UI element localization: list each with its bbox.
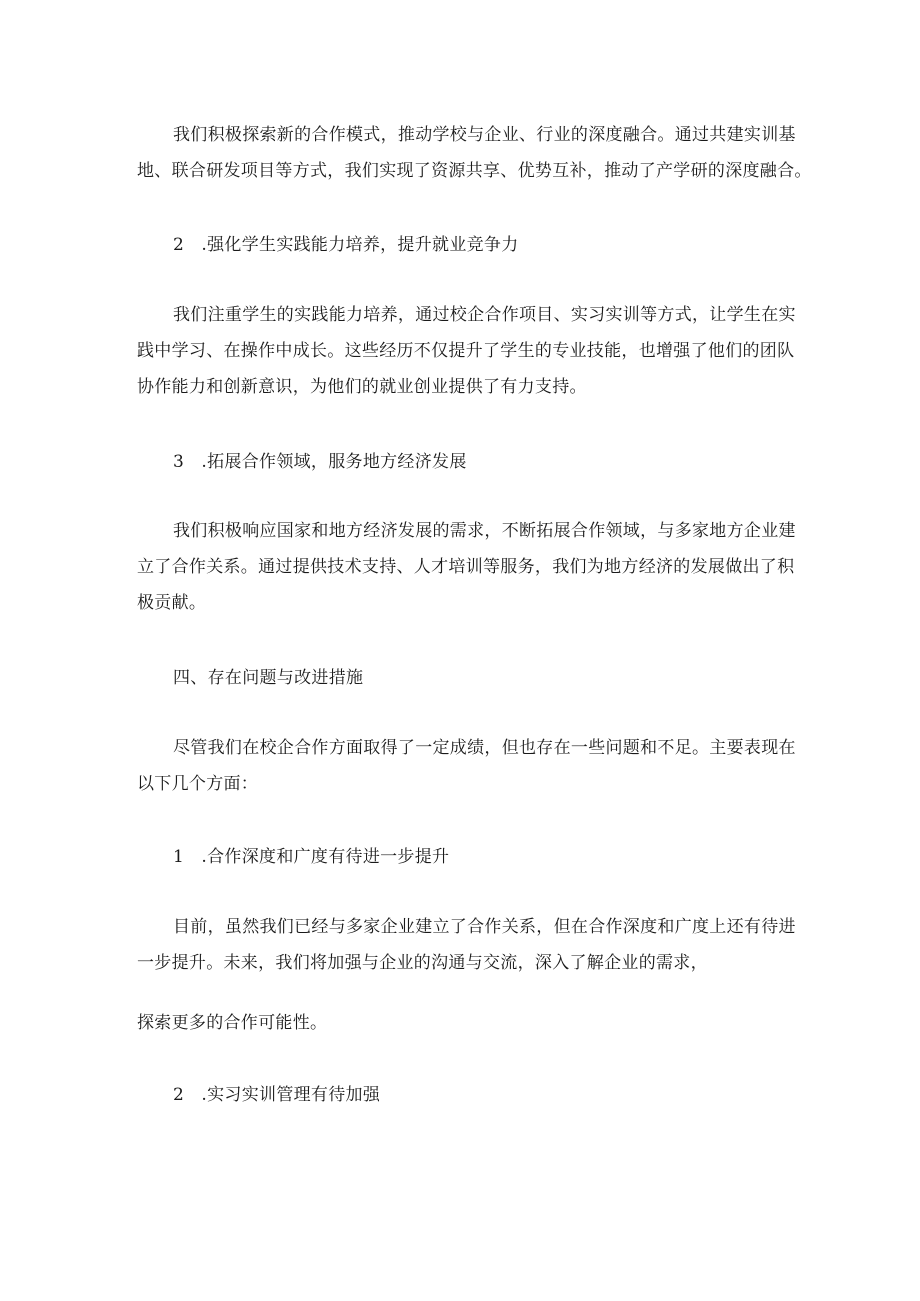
heading-practice-ability: 2 .强化学生实践能力培养，提升就业竞争力: [173, 235, 519, 255]
text-line: 探索更多的合作可能性。: [137, 1013, 328, 1033]
text-line: 一步提升。未来，我们将加强与企业的沟通与交流，深入了解企业的需求，: [137, 953, 708, 973]
text-line: 立了合作关系。通过提供技术支持、人才培训等服务，我们为地方经济的发展做出了积: [137, 557, 795, 577]
text-line: 践中学习、在操作中成长。这些经历不仅提升了学生的专业技能，也增强了他们的团队: [137, 341, 795, 361]
text-line: 目前，虽然我们已经与多家企业建立了合作关系，但在合作深度和广度上还有待进: [173, 917, 796, 937]
heading-internship-management: 2 .实习实训管理有待加强: [173, 1085, 381, 1105]
paragraph-local-economy: [137, 513, 797, 621]
heading-problems: 四、存在问题与改进措施: [173, 668, 364, 688]
text-line: 我们积极响应国家和地方经济发展的需求，不断拓展合作领域，与多家地方企业建: [173, 521, 796, 541]
paragraph-practice-ability: [137, 297, 797, 405]
paragraph-problems-intro: [137, 730, 797, 802]
paragraph-explore-possibilities: [137, 1005, 797, 1041]
text-line: 我们注重学生的实践能力培养，通过校企合作项目、实习实训等方式，让学生在实: [173, 305, 796, 325]
paragraph-cooperation-depth: [137, 909, 797, 981]
text-line: 尽管我们在校企合作方面取得了一定成绩，但也存在一些问题和不足。主要表现在: [173, 738, 796, 758]
text-line: 极贡献。: [137, 593, 207, 613]
text-line: 以下几个方面：: [137, 774, 259, 794]
text-line: 地、联合研发项目等方式，我们实现了资源共享、优势互补，推动了产学研的深度融合。: [137, 161, 812, 181]
paragraph-cooperation-model: [137, 117, 812, 189]
heading-local-economy: 3 .拓展合作领域，服务地方经济发展: [173, 452, 467, 472]
text-line: 协作能力和创新意识，为他们的就业创业提供了有力支持。: [137, 377, 587, 397]
heading-cooperation-depth: 1 .合作深度和广度有待进一步提升: [173, 847, 450, 867]
text-line: 我们积极探索新的合作模式，推动学校与企业、行业的深度融合。通过共建实训基: [173, 125, 796, 145]
